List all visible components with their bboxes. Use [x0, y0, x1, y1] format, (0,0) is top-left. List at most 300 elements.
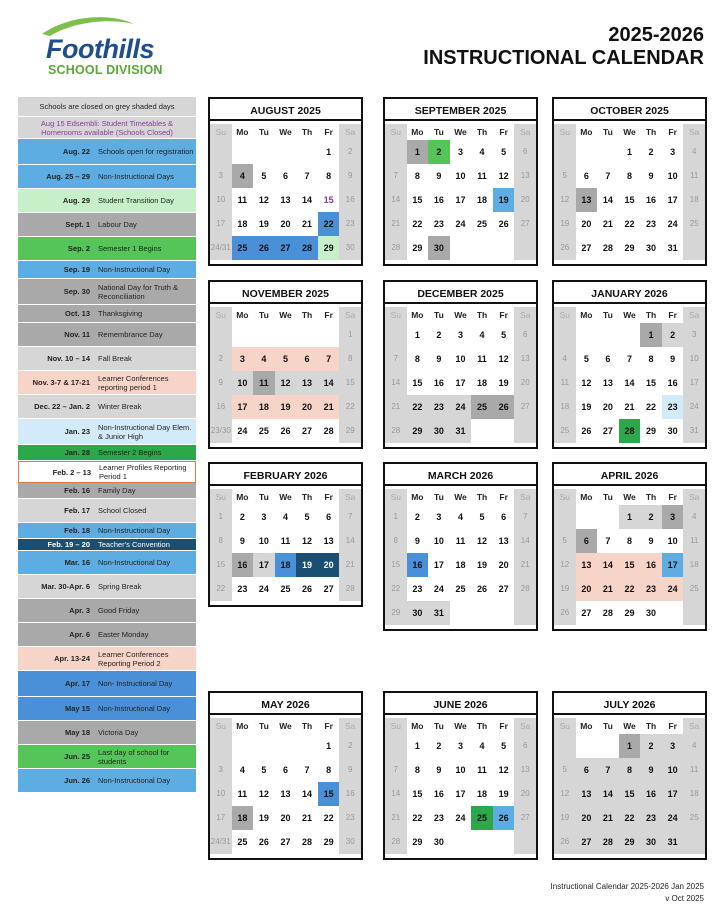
weekday-header: Su — [210, 489, 232, 505]
day-cell: 22 — [646, 402, 657, 412]
day-cell: 29 — [318, 236, 340, 260]
day-cell: 15 — [323, 195, 334, 205]
weekday-header: Mo — [236, 721, 249, 731]
day-cell: 23 — [339, 806, 361, 830]
day-cell: 24 — [662, 806, 684, 830]
legend-event: Non- Instructional Day — [98, 679, 173, 688]
day-cell: 19 — [554, 212, 576, 236]
day-cell — [253, 734, 275, 758]
day-cell: 22 — [385, 577, 407, 601]
day-cell — [450, 830, 472, 854]
legend-date: Sep. 2 — [67, 244, 90, 253]
legend-event: Non-Instructional Day — [98, 558, 171, 567]
day-cell: 31 — [662, 830, 684, 854]
day-cell — [385, 734, 407, 758]
day-cell: 21 — [385, 806, 407, 830]
day-cell: 3 — [436, 512, 442, 522]
day-cell: 9 — [436, 765, 442, 775]
day-cell: 7 — [597, 758, 619, 782]
day-cell: 18 — [683, 553, 705, 577]
weekday-header: Fr — [499, 310, 508, 320]
day-cell: 15 — [412, 378, 423, 388]
day-cell: 3 — [662, 505, 684, 529]
day-cell: 26 — [554, 601, 576, 625]
day-cell: 30 — [339, 830, 361, 854]
day-cell: 3 — [670, 147, 676, 157]
day-cell: 28 — [296, 236, 318, 260]
day-cell: 14 — [302, 195, 313, 205]
day-cell — [576, 505, 598, 529]
day-cell: 4 — [479, 330, 485, 340]
day-cell: 24 — [662, 577, 684, 601]
weekday-header: Tu — [434, 492, 444, 502]
day-cell: 4 — [282, 512, 288, 522]
legend-event: Schools open for registration — [98, 147, 194, 156]
day-cell: 9 — [648, 171, 654, 181]
day-cell — [318, 323, 340, 347]
legend-date: Feb. 16 — [64, 486, 90, 495]
day-cell: 21 — [514, 553, 536, 577]
weekday-header: Fr — [324, 721, 333, 731]
footer-version: Instructional Calendar 2025-2026 Jan 2025 — [550, 882, 704, 891]
day-cell: 6 — [605, 354, 611, 364]
month-calendar — [383, 280, 538, 449]
month-calendar — [208, 97, 363, 266]
day-cell: 14 — [318, 371, 340, 395]
day-cell: 24 — [433, 584, 444, 594]
day-cell — [450, 236, 472, 260]
legend-event: Non-Instructional Day Elem. & Junior High — [98, 422, 192, 441]
day-cell: 21 — [302, 219, 313, 229]
day-cell: 9 — [239, 536, 245, 546]
day-cell: 12 — [498, 171, 509, 181]
weekday-header: Th — [476, 721, 488, 731]
month-grid — [210, 715, 361, 854]
day-cell — [554, 734, 576, 758]
legend-row — [18, 623, 196, 647]
month-grid — [385, 715, 536, 854]
day-cell: 3 — [683, 323, 705, 347]
weekday-header: Th — [645, 127, 657, 137]
day-cell: 26 — [498, 219, 509, 229]
weekday-header: Sa — [514, 307, 536, 323]
weekday-header: Tu — [603, 721, 613, 731]
weekday-header: Tu — [603, 310, 613, 320]
day-cell: 24 — [237, 426, 248, 436]
weekday-header: Tu — [259, 310, 269, 320]
day-cell: 25 — [232, 236, 254, 260]
day-cell: 21 — [597, 577, 619, 601]
day-cell: 17 — [662, 782, 684, 806]
day-cell: 11 — [683, 164, 705, 188]
day-cell: 27 — [581, 243, 592, 253]
day-cell: 11 — [477, 765, 487, 775]
day-cell: 11 — [477, 171, 487, 181]
day-cell: 4 — [239, 765, 245, 775]
day-cell — [275, 734, 297, 758]
day-cell: 16 — [640, 553, 662, 577]
day-cell: 2 — [640, 505, 662, 529]
day-cell: 4 — [554, 347, 576, 371]
legend-date: Jun. 25 — [64, 752, 90, 761]
weekday-header: Fr — [499, 492, 508, 502]
day-cell: 25 — [258, 426, 269, 436]
day-cell: 10 — [455, 354, 466, 364]
legend-row — [18, 371, 196, 395]
day-cell: 21 — [302, 813, 313, 823]
day-cell: 13 — [514, 164, 536, 188]
month-title: FEBRUARY 2026 — [210, 464, 361, 486]
weekday-header: Su — [385, 489, 407, 505]
day-cell: 21 — [385, 395, 407, 419]
day-cell: 9 — [210, 371, 232, 395]
day-cell: 7 — [339, 505, 361, 529]
day-cell: 13 — [576, 188, 598, 212]
month-calendar — [383, 462, 538, 631]
day-cell — [554, 323, 576, 347]
day-cell: 20 — [498, 560, 509, 570]
day-cell: 12 — [258, 789, 269, 799]
day-cell: 9 — [339, 164, 361, 188]
legend-row — [18, 575, 196, 599]
day-cell: 27 — [514, 395, 536, 419]
day-cell: 5 — [261, 171, 267, 181]
day-cell: 23 — [640, 577, 662, 601]
legend-row — [18, 97, 196, 117]
day-cell: 2 — [339, 734, 361, 758]
day-cell: 21 — [385, 212, 407, 236]
day-cell: 29 — [412, 837, 423, 847]
weekday-header: Su — [210, 718, 232, 734]
day-cell: 22 — [412, 813, 423, 823]
day-cell: 20 — [514, 188, 536, 212]
month-calendar — [208, 462, 363, 607]
day-cell: 6 — [514, 323, 536, 347]
day-cell: 23 — [339, 212, 361, 236]
legend-event: Remembrance Day — [98, 330, 163, 339]
day-cell: 19 — [258, 813, 269, 823]
day-cell: 10 — [667, 171, 678, 181]
day-cell: 14 — [602, 195, 613, 205]
day-cell: 23 — [646, 219, 657, 229]
day-cell: 27 — [275, 236, 297, 260]
day-cell — [232, 323, 254, 347]
month-grid — [210, 486, 361, 601]
day-cell: 10 — [667, 536, 678, 546]
day-cell: 8 — [326, 765, 332, 775]
legend-event: Non-Instructional Day — [98, 526, 171, 535]
day-cell: 21 — [318, 395, 340, 419]
weekday-header: Th — [645, 492, 657, 502]
day-cell: 4 — [479, 741, 485, 751]
legend-date: Feb. 17 — [64, 506, 90, 515]
day-cell: 18 — [232, 806, 254, 830]
weekday-header: Sa — [683, 307, 705, 323]
day-cell: 13 — [514, 347, 536, 371]
day-cell: 8 — [626, 171, 632, 181]
day-cell: 22 — [407, 395, 429, 419]
weekday-header: Sa — [514, 124, 536, 140]
day-cell: 16 — [232, 553, 254, 577]
day-cell: 8 — [326, 171, 332, 181]
day-cell: 1 — [210, 505, 232, 529]
day-cell: 17 — [433, 560, 444, 570]
weekday-header: Su — [554, 718, 576, 734]
day-cell — [576, 734, 598, 758]
day-cell: 18 — [275, 553, 297, 577]
day-cell: 28 — [385, 830, 407, 854]
day-cell: 4 — [683, 734, 705, 758]
weekday-header: We — [279, 310, 292, 320]
day-cell: 14 — [385, 782, 407, 806]
day-cell: 7 — [514, 505, 536, 529]
day-cell: 15 — [318, 782, 340, 806]
day-cell: 25 — [237, 837, 248, 847]
weekday-header: Sa — [339, 718, 361, 734]
weekday-header: Th — [645, 721, 657, 731]
legend-row — [18, 395, 196, 419]
day-cell: 13 — [602, 378, 613, 388]
legend-event: Spring Break — [98, 582, 142, 591]
day-cell: 25 — [455, 584, 466, 594]
legend-row — [18, 419, 196, 445]
month-title: MAY 2026 — [210, 693, 361, 715]
legend-event: Learner Conferences Reporting Period 2 — [98, 649, 169, 668]
day-cell: 16 — [640, 782, 662, 806]
weekday-header: Fr — [324, 310, 333, 320]
day-cell: 2 — [210, 347, 232, 371]
day-cell: 17 — [455, 378, 466, 388]
legend-date: Sep. 30 — [63, 287, 90, 296]
day-cell: 17 — [232, 395, 254, 419]
weekday-header: Sa — [339, 124, 361, 140]
day-cell: 7 — [385, 164, 407, 188]
day-cell — [210, 323, 232, 347]
weekday-header: Tu — [434, 310, 444, 320]
day-cell: 29 — [624, 608, 635, 618]
day-cell: 4 — [457, 512, 463, 522]
day-cell — [493, 236, 515, 260]
day-cell: 10 — [455, 765, 466, 775]
month-title: OCTOBER 2025 — [554, 99, 705, 121]
weekday-header: Sa — [514, 489, 536, 505]
day-cell: 31 — [683, 419, 705, 443]
day-cell: 13 — [498, 536, 509, 546]
legend-row — [18, 599, 196, 623]
weekday-header: Su — [554, 489, 576, 505]
day-cell — [493, 601, 515, 625]
day-cell: 7 — [304, 171, 310, 181]
day-cell — [471, 601, 493, 625]
legend-date: May 18 — [64, 728, 90, 737]
day-cell: 19 — [477, 560, 488, 570]
day-cell: 13 — [514, 758, 536, 782]
legend-event: Thanksgiving — [98, 309, 143, 318]
weekday-header: Mo — [236, 127, 249, 137]
day-cell: 25 — [471, 395, 493, 419]
legend-event: Family Day — [98, 486, 136, 495]
legend-date: Nov. 11 — [64, 330, 90, 339]
weekday-header: Tu — [434, 127, 444, 137]
day-cell: 17 — [455, 195, 466, 205]
day-cell: 9 — [436, 354, 442, 364]
day-cell — [683, 830, 705, 854]
legend-event: Easter Monday — [98, 630, 149, 639]
day-cell: 2 — [414, 512, 420, 522]
day-cell: 30 — [640, 830, 662, 854]
legend-date: Aug. 25 – 29 — [46, 172, 90, 181]
weekday-header: Tu — [259, 127, 269, 137]
day-cell: 20 — [318, 553, 340, 577]
day-cell: 2 — [339, 140, 361, 164]
day-cell: 29 — [339, 419, 361, 443]
day-cell: 22 — [318, 212, 340, 236]
weekday-header: Fr — [324, 492, 333, 502]
legend-date: Dec. 22 – Jan. 2 — [34, 402, 90, 411]
legend-row — [18, 523, 196, 539]
day-cell: 23 — [412, 584, 423, 594]
day-cell: 29 — [323, 837, 334, 847]
legend-date: Aug. 22 — [62, 147, 90, 156]
day-cell — [576, 323, 598, 347]
day-cell: 18 — [683, 188, 705, 212]
logo-wordmark: Foothills — [46, 34, 154, 64]
day-cell: 10 — [455, 171, 466, 181]
day-cell: 14 — [385, 188, 407, 212]
footer — [551, 881, 704, 905]
legend-event: Fall Break — [98, 354, 132, 363]
weekday-header: Th — [645, 310, 657, 320]
day-cell — [683, 236, 705, 260]
legend-event: Learner Conferences reporting period 1 — [98, 373, 169, 392]
day-cell: 6 — [514, 734, 536, 758]
day-cell — [296, 323, 318, 347]
weekday-header: Fr — [668, 127, 677, 137]
day-cell: 25 — [280, 584, 291, 594]
day-cell — [253, 140, 275, 164]
day-cell: 7 — [605, 536, 611, 546]
weekday-header: We — [279, 721, 292, 731]
day-cell: 1 — [385, 505, 407, 529]
day-cell: 30 — [407, 601, 429, 625]
month-grid — [554, 715, 705, 854]
day-cell: 11 — [280, 536, 291, 546]
day-cell: 4 — [253, 347, 275, 371]
day-cell: 2 — [436, 741, 442, 751]
day-cell — [471, 830, 493, 854]
day-cell: 25 — [683, 577, 705, 601]
weekday-header: We — [623, 721, 636, 731]
day-cell — [493, 419, 515, 443]
day-cell: 6 — [576, 758, 598, 782]
day-cell: 21 — [602, 219, 613, 229]
day-cell: 2 — [428, 140, 450, 164]
legend-row — [18, 165, 196, 189]
day-cell: 23 — [428, 395, 450, 419]
day-cell: 2 — [648, 147, 654, 157]
day-cell: 18 — [477, 195, 488, 205]
day-cell: 20 — [576, 577, 598, 601]
weekday-header: Fr — [668, 721, 677, 731]
day-cell: 19 — [296, 553, 318, 577]
weekday-header: Fr — [499, 127, 508, 137]
day-cell: 9 — [436, 171, 442, 181]
day-cell: 26 — [253, 236, 275, 260]
day-cell: 16 — [433, 378, 444, 388]
legend-event: Non-Instructional Day — [98, 776, 171, 785]
day-cell: 12 — [498, 765, 509, 775]
legend-date: Mar. 30-Apr. 6 — [41, 582, 90, 591]
day-cell: 20 — [514, 782, 536, 806]
weekday-header: Mo — [580, 127, 593, 137]
day-cell: 1 — [407, 140, 429, 164]
day-cell: 30 — [433, 837, 444, 847]
day-cell: 15 — [646, 378, 657, 388]
day-cell: 24/31 — [210, 236, 232, 260]
month-title: AUGUST 2025 — [210, 99, 361, 121]
day-cell: 19 — [498, 789, 509, 799]
month-grid — [554, 121, 705, 260]
day-cell: 22 — [323, 813, 334, 823]
day-cell: 9 — [339, 758, 361, 782]
day-cell: 7 — [385, 758, 407, 782]
title-year: 2025-2026 — [608, 24, 704, 46]
weekday-header: We — [623, 127, 636, 137]
day-cell: 8 — [626, 536, 632, 546]
day-cell: 24 — [455, 219, 466, 229]
weekday-header: Th — [301, 492, 313, 502]
day-cell: 18 — [683, 782, 705, 806]
day-cell — [619, 323, 641, 347]
weekday-header: Fr — [668, 310, 677, 320]
legend-date: Feb. 2 – 13 — [52, 467, 91, 477]
day-cell: 28 — [602, 608, 613, 618]
legend-event: Teacher's Convention — [98, 540, 170, 549]
day-cell: 10 — [210, 782, 232, 806]
month-grid — [554, 486, 705, 625]
legend-date: Nov. 10 – 14 — [47, 354, 90, 363]
day-cell: 24 — [450, 395, 472, 419]
day-cell: 11 — [477, 354, 487, 364]
day-cell: 26 — [554, 236, 576, 260]
day-cell — [471, 236, 493, 260]
legend-date: Apr. 3 — [69, 606, 90, 615]
weekday-header: Mo — [411, 721, 424, 731]
day-cell: 17 — [683, 371, 705, 395]
month-grid — [385, 486, 536, 625]
month-calendar — [552, 97, 707, 266]
weekday-header: Mo — [580, 492, 593, 502]
day-cell: 15 — [210, 553, 232, 577]
day-cell: 26 — [554, 830, 576, 854]
day-cell: 13 — [576, 782, 598, 806]
legend — [18, 97, 196, 793]
day-cell: 5 — [275, 347, 297, 371]
weekday-header: Tu — [259, 721, 269, 731]
day-cell — [253, 323, 275, 347]
day-cell: 9 — [640, 758, 662, 782]
day-cell: 31 — [667, 243, 678, 253]
day-cell: 26 — [302, 584, 313, 594]
day-cell: 28 — [597, 830, 619, 854]
day-cell: 22 — [619, 806, 641, 830]
day-cell — [514, 830, 536, 854]
day-cell: 24 — [258, 584, 269, 594]
day-cell: 9 — [648, 536, 654, 546]
day-cell: 14 — [514, 529, 536, 553]
weekday-header: Fr — [324, 127, 333, 137]
day-cell — [275, 323, 297, 347]
